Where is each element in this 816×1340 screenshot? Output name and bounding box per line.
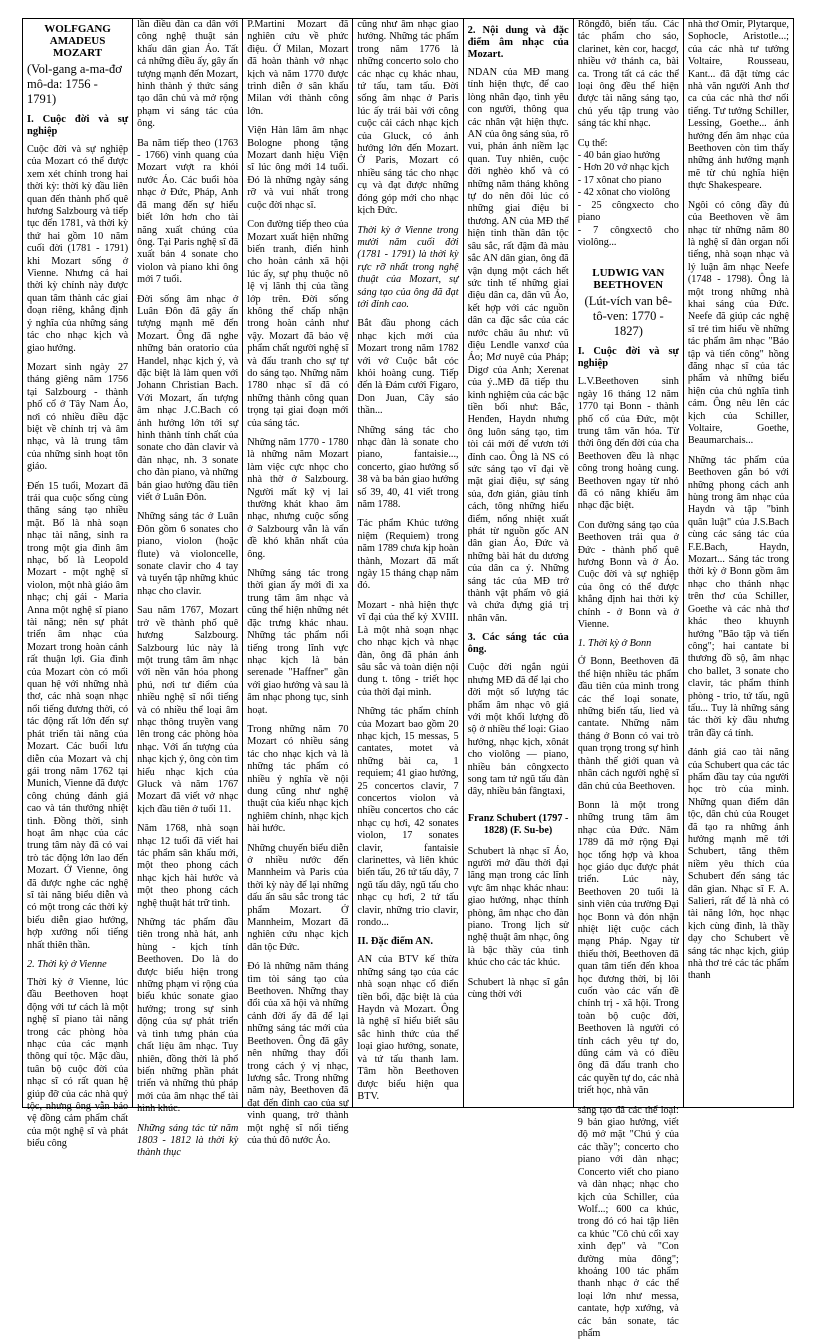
paragraph: Schubert là nhạc sĩ Áo, người mở đầu thời đại lãng mạn trong các lĩnh vực âm nhạc khác nhau: giao hưởng, nhạc thính phòng, âm nhạc cho đàn piano. Trong lịch sử nghệ thuật âm nhạc, ông là bậc thầy của tình khúc cho các tác khúc.	[467, 845, 569, 969]
paragraph: Bắt đầu phong cách nhạc kịch mới của Mozart trong năm 1782 với vở Cuộc bắt cóc khỏi hoàng cung. Tiếp đến là Đám cưới Figaro, Don Juan, Cây sáo thần...	[357, 318, 459, 417]
column-2	[133, 19, 243, 1158]
beethoven-subtitle: (Lút-vích van bê-tô-ven: 1770 - 1827)	[584, 294, 672, 339]
section-heading: Những sáng tác từ năm 1803 - 1812 là thời kỳ thành thục	[137, 1122, 239, 1158]
paragraph: Những chuyến biểu diễn ở nhiều nước đến Mannheim và Paris của thời kỳ này để lại những dấu ấn sâu sắc trong tác phẩm Mozart. Ở Mannheim, Mozart đã nghiên cứu nhạc kịch dân tộc Đức.	[247, 842, 349, 953]
paragraph: Những tác phẩm của Beethoven gắn bó với những phong cách anh hùng trong âm nhạc của Haydn và tập "bình quân luật" của J.S.Bach cùng các sáng tác của F.E.Bach, Haydn, Mozart... Sáng tác trong thời kỳ ở Bonn gồm âm nhạc cho thánh nhạc trên thơ của Schiller, Goethe và các nhà thơ khác theo khuynh hướng "Bão tập và tiến công"; hai cantate bi thương đồ sộ, âm nhạc cho ballet, 3 sonate cho clavir, tác phẩm thính phòng - trio, tứ tấu, ngũ tấu... Tuy là những sáng tác thời kỳ đầu nhưng trân đầy cá tính.	[687, 454, 789, 739]
paragraph: Cuộc đời và sự nghiệp của Mozart có thể được xem xét chính trong hai thời kỳ: thời kỳ đầu liên quan đến thành phố quê hương Salzbourg và tiếp tục đến 1781, và thời kỳ thứ hai gồm 10 năm cuối đời (1781 - 1791) khi Mozart sống ở Vienne. Nhưng cả hai thời kỳ chính này được quan tâm thành các giai đoạn riêng, khẳng định ý nghĩa của những sáng tác cho nhạc kịch và giao hưởng.	[27, 144, 129, 354]
column-6	[574, 19, 684, 1339]
paragraph: L.V.Beethoven sinh ngày 16 tháng 12 năm 1770 tại Bonn - thành phố cổ của Đức, một trung tâm văn hóa. Từ thời ông đến đời của cha Beethoven đều là nhạc công trong hoàng cung. Beethoven ngay từ nhỏ đã có năng khiếu âm nhạc đặc biệt.	[577, 376, 679, 512]
paragraph: Những tác phẩm đầu tiên trong nhà hát, anh hùng - kịch tính Beethoven. Do là do được biểu hiện trong những phạm vi rộng của biểu khúc sonate giao hưởng; trong sự sinh động của sự phát triển và tình tưng phản của chất liệu âm nhạc. Tuy nhiên, đồng thời là phổ biến những phần phát triển và những thủ pháp mới của âm nhạc thể tài hình khúc.	[137, 917, 239, 1115]
list-title: Cụ thể:	[577, 137, 608, 149]
list-item: - 25 côngxecto cho piano	[577, 199, 679, 224]
paragraph: Mozart - nhà hiện thực vĩ đại của thế kỷ XVIII. Là một nhà soạn nhạc cho nhạc kịch và nhạc đàn, ông đã phản ánh sâu sắc và toàn diện nội dung t. tông - triết học của thời đại mình.	[357, 599, 459, 698]
section-heading: II. Đặc điểm AN.	[357, 936, 433, 948]
paragraph: cũng như âm nhạc giao hưởng. Những tác phẩm trong năm 1776 là những concerto solo cho các nhạc cụ khác nhau, tứ tấu, tam tấu. Đời sống âm nhạc ở Paris lúc ấy trái bài với công cuộc cải cách nhạc kịch của Gluck, có ảnh hưởng lớn đến Mozart. Ở Paris, Mozart có nhiều sáng tác cho nhạc cụ và đạt được những đóng góp mới cho nhạc kịch Đức.	[357, 19, 459, 217]
schubert-title: Franz Schubert (1797 - 1828) (F. Su-be)	[467, 812, 569, 837]
list-item: - 42 xônat cho violông	[577, 187, 670, 199]
paragraph: Trong những năm 70 Mozart có nhiều sáng tác cho nhạc kịch và là những tác phẩm có nhiều ý nghĩa về nội dung cũng như nghệ thuật của kiểu nhạc kịch nghiêm chỉnh, nhạc kịch hài hước.	[247, 723, 349, 835]
paragraph: Những tác phẩm chính của Mozart bao gồm 20 nhạc kịch, 15 messas, 5 cantates, motet và những bài ca, 1 requiem; 41 giao hưởng, 25 concertos clavir, 7 concertos violon và nhiều concertos cho các nhạc cụ hơi, 42 sonates violon, 17 sonates clavir, fantaisie clarinettes, và liên khúc biến tấu, 26 tứ tấu dây, 7 ngũ tấu dây, ngũ tấu cho nhạc cụ hơi, 2 tứ tấu clavir, những trio clavir, rondo...	[357, 706, 459, 929]
paragraph: Đó là những năm tháng tìm tòi sáng tạo của Beethoven. Những thay đổi của xã hội và những cảnh đời ấy đã để lại những sáng tác mới của Beethoven. Ông đã gây nên những thay đổi trong cách ý vị nhạc, lương sắc. Trong những năm này, Beethoven đã đạt đến đỉnh cao của sự vinh quang, trở thành một nghệ sĩ nổi tiếng của thủ đô nước Áo.	[247, 961, 349, 1146]
paragraph: đánh giá cao tài năng của Schubert qua các tác phẩm đầu tay của người học trò của mình. Những quan điểm dân tộc, dân chủ của Rouget đã tạo ra những ảnh hưởng mạnh mẽ tới Schubert, tăng thêm niềm yêu thích của Schubert đến sáng tác dân gian. Nhạc sĩ F. A. Salieri, rất để là nhà có tài năng lớn, học nhạc kịch cùng đình, là thầy dạy cho Schubert về sáng tác nhạc kịch, giúp nhà thơ trẻ các tác phẩm thanh	[687, 747, 789, 982]
paragraph: Ngôi có công đầy đủ của Beethoven về âm nhạc từ những năm 80 là nghệ sĩ đàn organ nổi tiếng, nhà soạn nhạc và lý luận âm nhạc Neefe (1748 - 1798). Ông là một trong những nhà khai sáng của Đức. Neefe đã giúp các nghệ sĩ trẻ tìm hiểu về những tác phẩm âm nhạc "Bảo tập và tiến công" hồng đăng nhạc sĩ của tác phẩm và những biểu hiện của chủ nghĩa tình cảm. Ông nêu lên các kịch của Schiller, Voltaire, Goethe, Beaumarchais...	[687, 199, 789, 447]
paragraph: NDAN của MĐ mang tính hiện thực, để cao lòng nhân đạo, tình yêu con người, thông qua các nhân vật hiện thực. AN của ông sáng sủa, rõ vui, phản ánh niềm lạc quan. Tuy nhiên, cuộc đời nghèo khổ và có những năm tháng không tự do nên đôi lúc có những giai điệu bi thương. AN của MĐ thể hiện tinh thần dân tộc sâu sắc, rất đậm đà màu sắc AN dân gian, ông đã vận dụng một cách hết sức tinh tế những giai điệu dân ca, dân vũ Áo, kết hợp với các nguồn dân ca đặc sắc của các nước châu âu như: vũ điệu Lendle vanxơ của Áo; Mơ nuyê của Pháp; Digơ của Anh; Xerenat của ý..MĐ đã tiếp thu kinh nghiệm của các bậc tiền bối như: Bắc, Henđen, Haydn nhưng ông luôn sáng tạo, tìm tòi cái mới để vươn tới đỉnh cao. Ông là NS có sức sáng tạo vĩ đại về mặt giai điệu, sự sáng sủa, đơn giản, giàu tính cách, tông những hiểu điểm, nổng nhiệt xuất phát từ nguồn gốc AN dân gian Áo, Đức và những bài hát du dương của dân ca ý. Những sáng tác của MĐ trở thành vật phẩm vô giá và chứa đựng giá trị nhân văn.	[467, 67, 569, 624]
paragraph: Ba năm tiếp theo (1763 - 1766) vinh quang của Mozart vượt ra khỏi nước Áo. Các buổi hòa nhạc ở Đức, Pháp, Anh đã mang đến sự hiểu biết lớn hơn cho tài năng xuất chúng của ông. Tại Paris nghệ sĩ đã xuất bản 4 sonate cho violon và piano khi ông mới 7 tuổi.	[137, 137, 239, 286]
paragraph: Đời sống âm nhạc ở Luân Đôn đã gây ấn tượng mạnh mẽ đến Mozart. Ông đã nghe những bản oratorio của Handel, nhạc kịch ý, và đặc biệt là làm quen với Johann Christian Bach. Với Mozart, ấn tượng âm nhạc J.C.Bach có ảnh hưởng lớn tới sự hình thành tính chất của sonate cho đàn clavir và đàn nhạc, nh. 3 sonate cho đàn piano, và những bản giao hưởng đầu tiên viết ở Luân Đôn.	[137, 293, 239, 504]
list-item: - 40 bản giao hưởng	[577, 150, 660, 162]
mozart-subtitle: (Vol-gang a-ma-đơ mô-da: 1756 - 1791)	[27, 62, 122, 106]
paragraph: Viện Hàn lâm âm nhạc Bologne phong tặng Mozart danh hiệu Viện sĩ lúc ông mới 14 tuổi. Đó là những ngày sáng rỡ và vui nhất trong cuộc đời nhạc sĩ.	[247, 125, 349, 211]
paragraph: Sau năm 1767, Mozart trở về thành phố quê hương Salzbourg. Salzbourg lúc này là một trung tâm âm nhạc với nền văn hóa phong phú, nơi tư điểm của nhiều nghệ sĩ nổi tiếng và có nhiều thể loại âm nhạc thông truyền vang lên trong các phòng hòa nhạc. Với ấn tượng của nhạc kịch ý, ông còn tìm hiểu nhạc kịch của Gluck và năm 1767 Mozart đã viết vở nhạc kịch đầu tiên ở tuổi 11.	[137, 605, 239, 815]
paragraph: P.Martini Mozart đã nghiên cứu về phức điệu. Ở Milan, Mozart đã hoàn thành vở nhạc kịch và năm 1770 được trình diễn ở sân khấu Milan với thành công lớn.	[247, 19, 349, 117]
list-item: - 17 xônat cho piano	[577, 174, 662, 186]
column-3	[243, 19, 353, 1146]
section-heading: I. Cuộc đời và sự nghiệp	[577, 346, 679, 370]
column-1	[23, 19, 133, 1150]
paragraph: Những sáng tác ở Luân Đôn gồm 6 sonates cho piano, violon (hoặc flute) và violoncelle, sonate clavir cho 4 tay và tuyển tập những khúc nhạc cho clavir.	[137, 511, 239, 597]
paragraph: Tác phẩm Khúc tưởng niệm (Requiem) trong năm 1789 chưa kịp hoàn thành, Mozart đã mất ngày 15 tháng chạp năm đó.	[357, 518, 459, 592]
section-heading: 3. Các sáng tác của ông.	[467, 632, 569, 656]
mozart-heading-life: I. Cuộc đời và sự nghiệp	[27, 114, 129, 137]
paragraph: Rôngđô, biến tấu. Các tác phẩm cho sáo, clarinet, kèn cor, hacgơ, nhiều vở thánh ca, bài ca. Trong tất cả các thể loại ông đều thể hiện được tài năng sáng tạo, chủ yếu tập trung vào sáng tác khí nhạc.	[577, 19, 679, 130]
paragraph: Con đường tiếp theo của Mozart xuất hiện những biến tranh, điển hình cho hoàn cảnh xã hội lúc ấy, sự phụ thuộc nô lệ vị lãnh thị của tầng lớp trên. Đời sống không thể chấp nhận trong hoàn cảnh như vậy. Mozart đã bảo vệ phẩm chất người nghệ sĩ và đấu tranh cho sự tự do sáng tạo. Những năm 1780 nhạc sĩ đã có những thành công quan trọng tại giai đoạn mới của sáng tác.	[247, 219, 349, 429]
paragraph: Năm 1768, nhà soạn nhạc 12 tuổi đã viết hai tác phẩm sân khấu mới, một theo phong cách nhạc kịch hài hước và một theo phong cách nghệ thuật hát trữ tình.	[137, 823, 239, 909]
paragraph: Ở Bonn, Beethoven đã thể hiện nhiều tác phẩm đầu tiên của mình trong các thể loại sonate, những biến tấu, lied và cantate. Những năm tháng ở Bonn có vai trò quan trọng trong sự hình thành thế giới quan và nhân cách người nghệ sĩ dân chủ của Beethoven.	[577, 656, 679, 792]
paragraph: Schubert là nhạc sĩ gắn cùng thời với	[467, 976, 569, 1001]
paragraph: Con đường sáng tạo của Beethoven trải qua ở Đức - thành phố quê hương Bonn và ở Áo. Cuộc đời và sự nghiệp của ông có thể được khẳng định hai thời kỳ chính - ở Bonn và ở Vienne.	[577, 519, 679, 631]
paragraph: Những sáng tác cho nhạc đàn là sonate cho piano, fantaisie..., concerto, giao hưởng số 38 và ba bản giao hưởng số 39, 40, 41 viết trong năm 1788.	[357, 424, 459, 511]
paragraph: lần điều đàn ca dân với công nghệ thuật sản khấu dân gian Áo. Tất cả những điều ấy, gây ấn tượng mạnh đến Mozart, hình thành ý thức sáng tạo dân chủ và mở rộng phạm vi sáng tác của ông.	[137, 19, 239, 130]
paragraph: Thời kỳ ở Vienne trong mười năm cuối đời (1781 - 1791) là thời kỳ rực rỡ nhất trong nghệ thuật của Mozart, sự sáng tạo của ông đã đạt tới đỉnh cao.	[357, 224, 459, 310]
paragraph: Cuộc đời ngắn ngủi nhưng MĐ đã để lại cho đời một số lượng tác phẩm âm nhạc vô giá với một khối lượng đồ sộ ở nhiều thể loại: Giao hưởng, nhạc kịch, xônát cho violông — piano, nhiều bản côngxecto song tam tứ ngũ tấu đàn dây, nhiều bản fângtaxi,	[467, 662, 569, 798]
mozart-title: WOLFGANG AMADEUS MOZART	[44, 23, 111, 59]
list-item: - Hơn 20 vở nhạc kịch	[577, 162, 670, 174]
beethoven-title: LUDWIG VAN BEETHOVEN	[592, 267, 665, 292]
column-5	[464, 19, 574, 1107]
works-list	[578, 138, 679, 250]
paragraph: Đến 15 tuổi, Mozart đã trải qua cuộc sống cùng thăng sáng tạo nhiều mặt. Bố là nhà soạn nhạc tài năng, sinh ra trong một gia đình âm nhạc, bố là Leopold Mozart - một nghệ sĩ violon, một nhà giáo âm nhạc; chị gái - Maria Anna một nghệ sĩ piano tài năng; nên sự phát triển âm nhạc của Mozart trong hoàn cảnh rất thuận lợi. Gia đình của Mozart còn có mối quan hệ với những nhà thơ, các nhà soạn nhạc nổi tiếng đương thời, có tác động rất lớn đến sự phát triển tài năng của Mozart. Các buổi lưu diễn của Mozart và chị gái trong năm 1762 tại Munich, Vienne đã được công chúng đánh giá cao và tán thưởng nhiệt tình. Đồng thời, sinh hoạt âm nhạc của các trung tâm này đã có vai trò tác động lớn lao đến Mozart. Ở Vienne, ông đã được nghe các nghệ sĩ tài năng biểu diễn và có một trong các thời kỳ biểu diễn giao hưởng, hợp xướng nổi tiếng nhất thiên thần.	[27, 480, 129, 951]
paragraph: Những sáng tác trong thời gian ấy mới đi xa trung tâm âm nhạc và cũng thể hiện những nét đặc trưng khác nhau. Những tác phẩm nổi tiếng trong lĩnh vực nhạc kịch là bản serenade "Haffner" gần với giao hưởng và sau là âm nhạc phong tục, sinh hoạt.	[247, 568, 349, 716]
paragraph: nhà thơ Omir, Plytarque, Sophocle, Aristotle...; của các nhà tư tưởng Voltaire, Rousseau, Kant... đã đặt từng các nhà văn người Anh thơ ca của các nhà thơ nổi tiếng. Tư tưởng Schiller, Lessing, Goethe... ảnh hưởng đến âm nhạc của Beethoven còn tìm thấy những ảnh hưởng mạnh mẽ từ chủ nghĩa hiện thực Shakespeare.	[687, 19, 789, 192]
paragraph: sáng tạo đã các thể loại: 9 bản giao hưởng, viết độ mở mặt "Chú ý của các thầy"; concerto cho piano với dàn nhạc; Concerto viết cho piano và dàn nhạc; nhạc cho kịch của Schiller, của Wolf...; 600 ca khúc, trong đó có hai tập liên ca khúc "Cô chủ cối xay xinh đẹp" và "Con đường mùa đông"; khoảng 100 tác phẩm thanh nhạc ở các thể loại lớn như messa, cantate, hợp xướng, và các bản sonate, tác phẩm	[577, 1104, 679, 1339]
paragraph: Bonn là một trong những trung tâm âm nhạc của Đức. Năm 1789 đã mở rộng Đại học tổng hợp và khoa học giáo dục được phát triển. Lúc này, Beethoven 20 tuổi là sinh viên của trường Đại học Bonn và đón nhận nhiệt liệt cuộc cách mạng Pháp. Ngay từ thiếu thời, Beethoven đã quan tâm tiến đến khoa học đương thời, bị lôi cuốn vào các vấn đề chính trị - xã hội. Trong toàn bộ cuộc đời, Beethoven là người có tính cách yêu tự do, dũng cảm và có điều ông đã đấu tranh cho các quyền tự do, các nhà triết học, nhà văn	[577, 799, 679, 1097]
paragraph: Những năm 1770 - 1780 là những năm Mozart làm việc cực nhọc cho nhà thờ ở Salzbourg. Người mất kỹ vị lai thường khát khao âm nhạc, nhưng cuộc sống ở Salzbourg vẫn là vấn đề khó khăn nhất của ông.	[247, 437, 349, 560]
section-heading: 2. Nội dung và đặc điểm âm nhạc của Mozart.	[467, 25, 569, 60]
paragraph: Thời kỳ ở Vienne, lúc đầu Beethoven hoạt động với tư cách là một nghệ sĩ piano tài năng trong các phòng hòa nhạc của các mạnh thông quí tộc. Mặc dầu, tuân bộ cuộc đời của nhạc sĩ có rất quan hệ giúp đỡ của các nhà quý tộc, nhưng ông vẫn bảo vệ đồng cảm phẩm chất của một nghệ sĩ và phát biểu công	[27, 977, 129, 1150]
section-heading: 1. Thời kỳ ở Bonn	[577, 638, 652, 650]
section-heading: 2. Thời kỳ ở Vienne	[27, 959, 107, 970]
column-4	[353, 19, 463, 1107]
document-page	[22, 18, 794, 1339]
paragraph: Mozart sinh ngày 27 tháng giêng năm 1756 tại Salzbourg - thành phố cổ ở Tây Nam Áo, nơi có nhiều điều đặc biệt về chính trị và âm nhạc, và là trung tâm của những sinh hoạt tôn giáo.	[27, 361, 129, 473]
list-item: - 7 côngxectô cho violông...	[577, 224, 679, 248]
paragraph: AN của BTV kế thừa những sáng tạo của các nhà soạn nhạc cổ điển tiền bối, đặc biệt là của Haydn và Mozart. Ông là nghệ sĩ hiểu biết sâu sắc hình thức của thể loại giao hưởng, sonate, và tứ tấu thanh lam. Tâm hồn Beethoven được biểu hiện qua BTV.	[357, 954, 459, 1102]
column-7	[684, 19, 793, 1107]
